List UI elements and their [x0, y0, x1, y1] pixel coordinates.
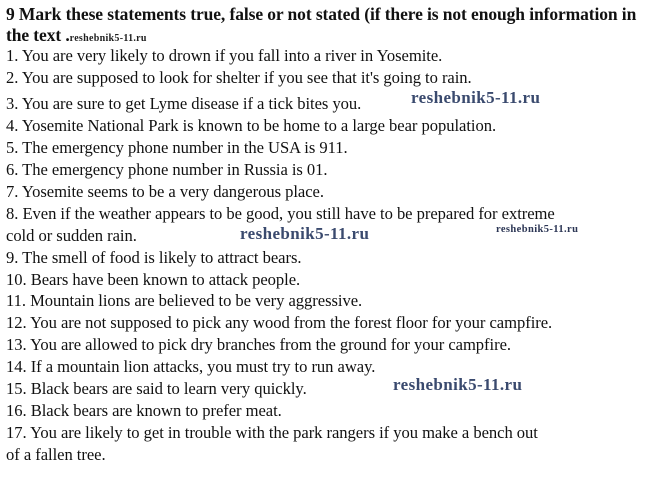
statement-8-line-2: cold or sudden rain. [6, 226, 137, 245]
statement-1: 1. You are very likely to drown if you fall into a river in Yosemite. [6, 46, 443, 65]
statement-17-line-1: 17. You are likely to get in trouble with the park rangers if you make a bench out [6, 423, 538, 442]
statement-9: 9. The smell of food is likely to attract bears. [6, 248, 302, 267]
statement-12: 12. You are not supposed to pick any wood from the forest floor for your campfire. [6, 313, 553, 332]
heading-text: 9 Mark these statements true, false or not stated (if there is not enough information in the text . [6, 4, 637, 45]
statement-5: 5. The emergency phone number in the USA is 911. [6, 138, 348, 157]
statement-15: 15. Black bears are said to learn very quickly. [6, 379, 307, 398]
statement-2: 2. You are supposed to look for shelter if you see that it's going to rain. [6, 68, 472, 87]
statement-4: 4. Yosemite National Park is known to be home to a large bear population. [6, 116, 497, 135]
exercise-heading [6, 4, 642, 49]
watermark-3: reshebnik5-11.ru [496, 224, 579, 235]
statement-3: 3. You are sure to get Lyme disease if a tick bites you. [6, 94, 362, 113]
statement-10: 10. Bears have been known to attack people. [6, 270, 301, 289]
heading-watermark: reshebnik5-11.ru [69, 33, 147, 44]
statement-14: 14. If a mountain lion attacks, you must try to run away. [6, 357, 376, 376]
statement-7: 7. Yosemite seems to be a very dangerous place. [6, 182, 324, 201]
statement-17-line-2: of a fallen tree. [6, 445, 106, 464]
statement-13: 13. You are allowed to pick dry branches from the ground for your campfire. [6, 335, 511, 354]
watermark-4: reshebnik5-11.ru [393, 375, 523, 394]
statement-16: 16. Black bears are known to prefer meat. [6, 401, 282, 420]
statement-11: 11. Mountain lions are believed to be very aggressive. [6, 291, 363, 310]
watermark-1: reshebnik5-11.ru [411, 88, 541, 107]
statement-6: 6. The emergency phone number in Russia is 01. [6, 160, 328, 179]
watermark-2: reshebnik5-11.ru [240, 224, 370, 243]
statement-8-line-1: 8. Even if the weather appears to be good, you still have to be prepared for extreme [6, 204, 555, 223]
